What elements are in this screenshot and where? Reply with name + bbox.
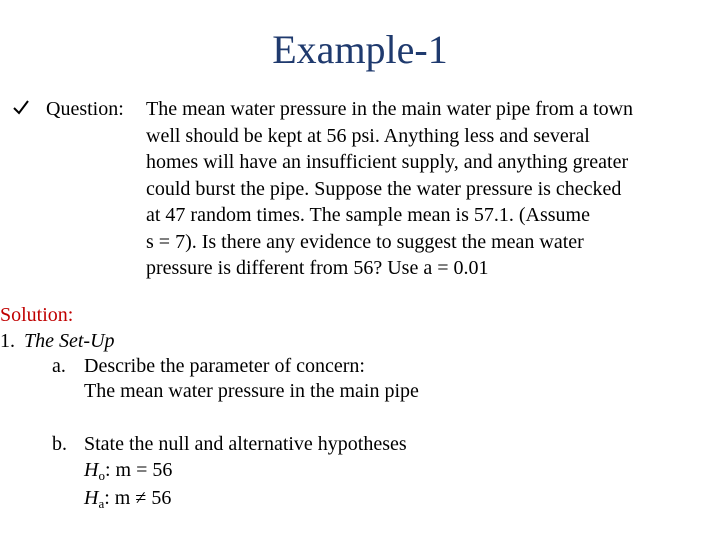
- question-line: pressure is different from 56? Use a = 0.01: [146, 257, 489, 279]
- question-line: s = 7). Is there any evidence to suggest the mean water: [146, 230, 584, 253]
- step-a: [52, 353, 365, 379]
- null-hypothesis-rest: : m = 56: [104, 459, 173, 481]
- step-b-text: State the null and alternative hypotheses: [84, 433, 407, 455]
- question-label: Question:: [46, 98, 124, 120]
- null-hypothesis-var: H: [84, 459, 99, 481]
- alt-hypothesis-sub: a: [98, 496, 105, 511]
- step-1-heading: [0, 328, 115, 354]
- question-line: The mean water pressure in the main water pipe from a town: [146, 98, 634, 120]
- step-a-label: a.: [52, 355, 66, 377]
- question-line: could burst the pipe. Suppose the water pressure is checked: [146, 177, 622, 200]
- alternative-hypothesis: [84, 485, 171, 517]
- step-a-text: Describe the parameter of concern:: [84, 355, 365, 377]
- alt-hypothesis-var: H: [84, 487, 99, 509]
- question-line: well should be kept at 56 psi. Anything less and several: [146, 124, 590, 147]
- alt-hypothesis-rest: : m ≠ 56: [104, 487, 172, 509]
- step-b-label: b.: [52, 433, 67, 455]
- question-text: [146, 96, 706, 282]
- solution-label: Solution:: [0, 304, 74, 326]
- step-1-number: 1.: [0, 330, 15, 352]
- slide-title: Example-1: [272, 27, 448, 72]
- question-line: homes will have an insufficient supply, and anything greater: [146, 151, 629, 173]
- step-1-title: The Set-Up: [24, 330, 115, 352]
- null-hypothesis-sub: o: [98, 468, 105, 483]
- step-a-answer: The mean water pressure in the main pipe: [84, 380, 419, 402]
- question-line: at 47 random times. The sample mean is 57.1. (Assume: [146, 204, 590, 226]
- checkmark-icon: [12, 98, 30, 116]
- step-b: [52, 431, 407, 457]
